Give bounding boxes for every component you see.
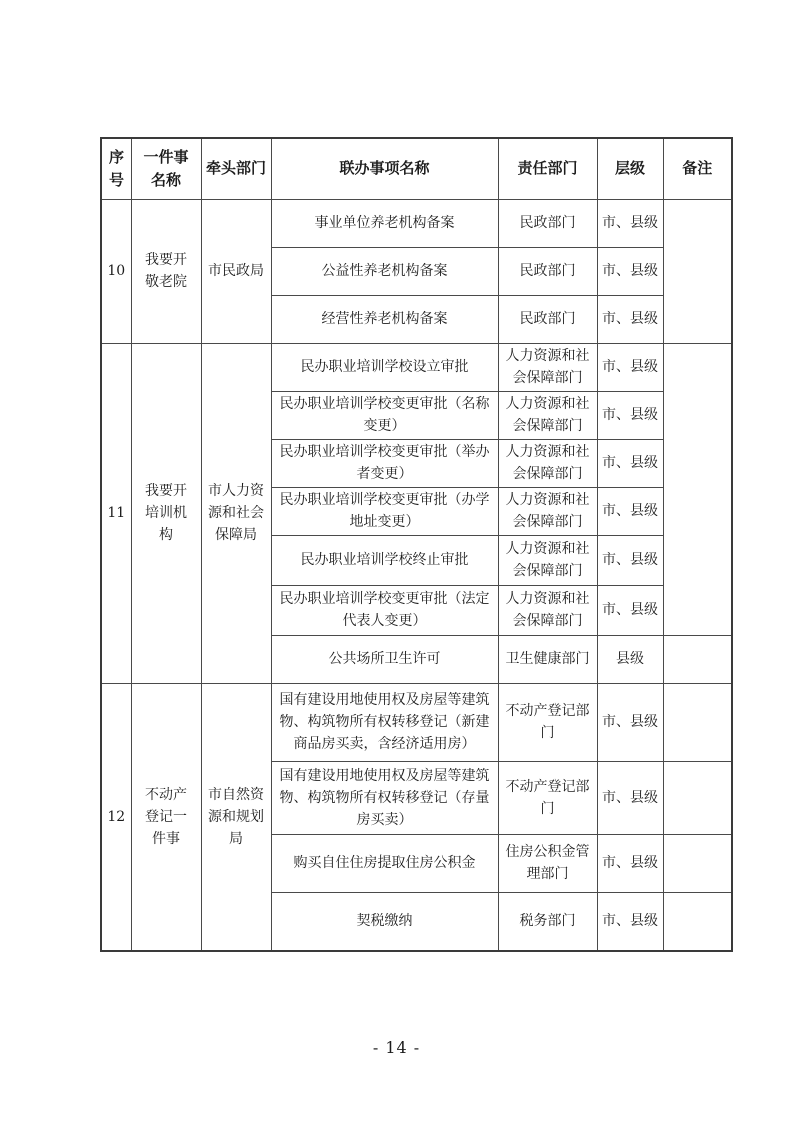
remark-cell xyxy=(663,683,732,761)
remark-cell xyxy=(663,761,732,834)
resp-dept-cell: 民政部门 xyxy=(498,247,597,295)
joint-item-cell: 事业单位养老机构备案 xyxy=(271,199,498,247)
resp-dept-cell: 人力资源和社会保障部门 xyxy=(498,439,597,487)
header-joint-item: 联办事项名称 xyxy=(271,138,498,199)
header-lead-dept: 牵头部门 xyxy=(201,138,271,199)
remark-cell xyxy=(663,834,732,892)
item-name-cell: 我要开培训机构 xyxy=(131,343,201,683)
level-cell: 市、县级 xyxy=(597,892,663,951)
services-table xyxy=(100,137,733,952)
item-name-cell: 我要开敬老院 xyxy=(131,199,201,343)
table-header-row xyxy=(101,138,732,199)
joint-item-cell: 民办职业培训学校变更审批（举办者变更） xyxy=(271,439,498,487)
resp-dept-cell: 不动产登记部门 xyxy=(498,683,597,761)
lead-dept-cell: 市自然资源和规划局 xyxy=(201,683,271,951)
joint-item-cell: 民办职业培训学校变更审批（法定代表人变更） xyxy=(271,585,498,635)
remark-cell xyxy=(663,892,732,951)
joint-item-cell: 购买自住住房提取住房公积金 xyxy=(271,834,498,892)
table-row xyxy=(101,683,732,761)
resp-dept-cell: 民政部门 xyxy=(498,199,597,247)
header-serial: 序号 xyxy=(101,138,131,199)
resp-dept-cell: 人力资源和社会保障部门 xyxy=(498,585,597,635)
serial-cell: 12 xyxy=(101,683,131,951)
table-row xyxy=(101,199,732,247)
serial-cell: 11 xyxy=(101,343,131,683)
level-cell: 市、县级 xyxy=(597,439,663,487)
joint-item-cell: 公共场所卫生许可 xyxy=(271,635,498,683)
level-cell: 市、县级 xyxy=(597,391,663,439)
remark-cell xyxy=(663,343,732,635)
level-cell: 市、县级 xyxy=(597,535,663,585)
resp-dept-cell: 民政部门 xyxy=(498,295,597,343)
joint-item-cell: 契税缴纳 xyxy=(271,892,498,951)
level-cell: 市、县级 xyxy=(597,487,663,535)
joint-item-cell: 民办职业培训学校变更审批（办学地址变更） xyxy=(271,487,498,535)
joint-item-cell: 民办职业培训学校变更审批（名称变更） xyxy=(271,391,498,439)
lead-dept-cell: 市民政局 xyxy=(201,199,271,343)
resp-dept-cell: 人力资源和社会保障部门 xyxy=(498,391,597,439)
lead-dept-cell: 市人力资源和社会保障局 xyxy=(201,343,271,683)
resp-dept-cell: 住房公积金管理部门 xyxy=(498,834,597,892)
level-cell: 市、县级 xyxy=(597,761,663,834)
level-cell: 市、县级 xyxy=(597,295,663,343)
serial-cell: 10 xyxy=(101,199,131,343)
remark-cell xyxy=(663,199,732,343)
resp-dept-cell: 不动产登记部门 xyxy=(498,761,597,834)
level-cell: 市、县级 xyxy=(597,585,663,635)
joint-item-cell: 国有建设用地使用权及房屋等建筑物、构筑物所有权转移登记（存量房买卖） xyxy=(271,761,498,834)
header-resp-dept: 责任部门 xyxy=(498,138,597,199)
table-row xyxy=(101,343,732,391)
joint-item-cell: 经营性养老机构备案 xyxy=(271,295,498,343)
joint-item-cell: 民办职业培训学校终止审批 xyxy=(271,535,498,585)
joint-item-cell: 国有建设用地使用权及房屋等建筑物、构筑物所有权转移登记（新建商品房买卖，含经济适用房） xyxy=(271,683,498,761)
joint-item-cell: 民办职业培训学校设立审批 xyxy=(271,343,498,391)
resp-dept-cell: 卫生健康部门 xyxy=(498,635,597,683)
remark-cell xyxy=(663,635,732,683)
resp-dept-cell: 税务部门 xyxy=(498,892,597,951)
level-cell: 市、县级 xyxy=(597,247,663,295)
item-name-cell: 不动产登记一件事 xyxy=(131,683,201,951)
page-number: - 14 - xyxy=(372,1038,421,1057)
header-item-name: 一件事名称 xyxy=(131,138,201,199)
header-remark: 备注 xyxy=(663,138,732,199)
joint-item-cell: 公益性养老机构备案 xyxy=(271,247,498,295)
level-cell: 市、县级 xyxy=(597,683,663,761)
resp-dept-cell: 人力资源和社会保障部门 xyxy=(498,535,597,585)
resp-dept-cell: 人力资源和社会保障部门 xyxy=(498,487,597,535)
header-level: 层级 xyxy=(597,138,663,199)
level-cell: 市、县级 xyxy=(597,199,663,247)
resp-dept-cell: 人力资源和社会保障部门 xyxy=(498,343,597,391)
level-cell: 县级 xyxy=(597,635,663,683)
level-cell: 市、县级 xyxy=(597,834,663,892)
level-cell: 市、县级 xyxy=(597,343,663,391)
